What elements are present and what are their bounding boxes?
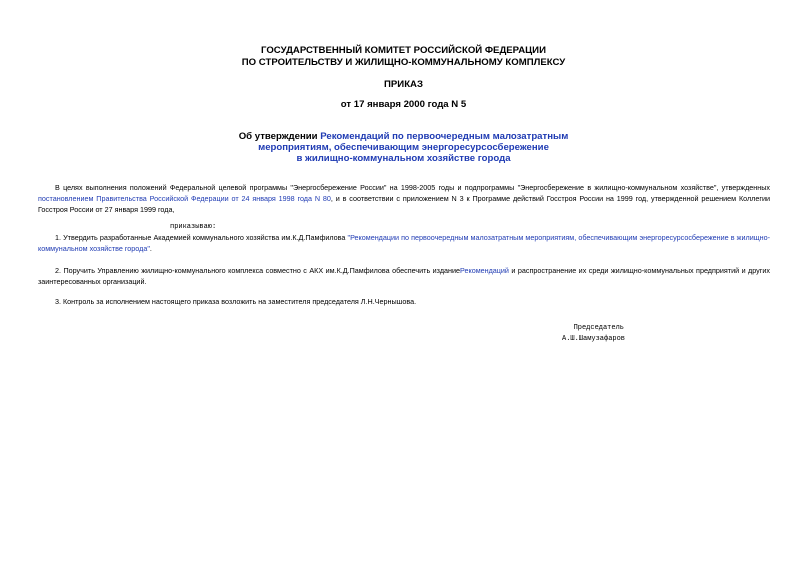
item-1-suffix: . [149, 244, 152, 253]
subject-link-line-2[interactable]: мероприятиям, обеспечивающим энергоресурсосбережение [258, 142, 549, 153]
item-3-text: 3. Контроль за исполнением настоящего приказа возложить на заместителя председателя Л.Н.Чернышова. [55, 297, 417, 306]
item-2-suffix: и распространение их среди жилищно-коммунальных предприятий и других заинтересованных организаций. [38, 266, 770, 286]
document-type: ПРИКАЗ [384, 79, 423, 90]
signature-title: Председатель [573, 324, 624, 332]
item-2-text [38, 265, 770, 287]
intro-part-1: В целях выполнения положений Федеральной целевой программы "Энергосбережение России" на 1998-2005 годы и подпрограммы "Энергосбережение в жилищно-коммунальном хозяйстве", утвержденных [55, 183, 770, 192]
intro-paragraph [38, 182, 770, 215]
order-label: приказываю: [170, 223, 217, 231]
subject-link-line-3[interactable]: в жилищно-коммунальном хозяйстве города [296, 153, 511, 164]
subject-prefix: Об утверждении [238, 131, 321, 142]
recommendations-link[interactable]: "Рекомендации по первоочередным малозатратным мероприятиям, обеспечивающим энергоресурсосбережение в жилищно-коммунальном хозяйстве города" [38, 233, 770, 253]
item-1-prefix: 1. Утвердить разработанные Академией коммунального хозяйства им.К.Д.Памфилова [55, 233, 348, 242]
signature-name: А.Ш.Шамузафаров [562, 335, 626, 343]
item-1-paragraph [38, 232, 770, 254]
item-3-paragraph [38, 296, 770, 307]
signature-block [562, 323, 624, 345]
intro-text [38, 182, 770, 215]
subject-line-2 [0, 142, 807, 153]
item-2-prefix: 2. Поручить Управлению жилищно-коммунального комплекса совместно с АКХ им.К.Д.Памфилова обеспечить издание [55, 266, 460, 275]
item-2-paragraph [38, 265, 770, 287]
government-decree-link[interactable]: постановлением Правительства Российской Федерации от 24 января 1998 года N 80 [38, 194, 331, 203]
recommendations-short-link[interactable]: Рекомендаций [460, 266, 509, 275]
intro-part-2: , и в соответствии с приложением N 3 к Программе действий Госстроя России на 1999 год, утвержденной решением Коллегии Госстроя России от 27 января 1999 года, [38, 194, 771, 214]
subject-line-3 [0, 153, 807, 164]
committee-line-1: ГОСУДАРСТВЕННЫЙ КОМИТЕТ РОССИЙСКОЙ ФЕДЕРАЦИИ [261, 45, 546, 56]
subject-line-1 [0, 131, 807, 142]
subject-link-line-1[interactable]: Рекомендаций по первоочередным малозатратным [320, 131, 569, 142]
committee-line-2: ПО СТРОИТЕЛЬСТВУ И ЖИЛИЩНО-КОММУНАЛЬНОМУ КОМПЛЕКСУ [241, 57, 566, 68]
committee-heading [0, 45, 807, 69]
document-subject [0, 131, 807, 164]
document-date-number: от 17 января 2000 года N 5 [340, 99, 467, 110]
item-1-text [38, 232, 770, 254]
